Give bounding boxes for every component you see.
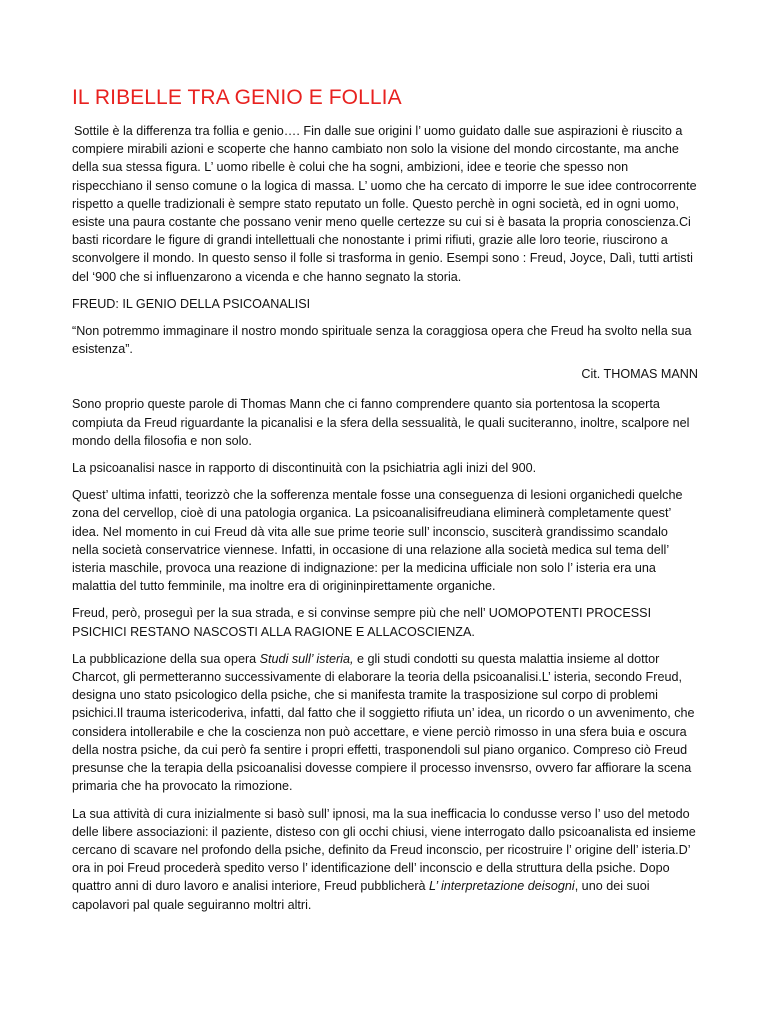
section-heading: FREUD: IL GENIO DELLA PSICOANALISI	[72, 296, 311, 311]
paragraph-5	[72, 650, 698, 796]
paragraph-2: La psicoanalisi nasce in rapporto di discontinuità con la psichiatria agli inizi del 900.	[72, 461, 537, 476]
paragraph-5-end: e gli studi condotti su questa malattia insieme al dottor Charcot, gli permetteranno successivamente di elaborare la teoria della psicoanalisi.L’ isteria, secondo Freud, designa uno stato psicologico della psiche, che si manifesta tramite la trasposizione sul corpo di problemi psichici.Il trauma istericoderiva, infatti, dal fatto che il soggietto rifiuta un’ idea, un ricordo o un avvenimento, che considera intollerabile e che la coscienza non può accettare, e viene perciò rimosso in una sfera buia e oscura della nostra psiche, da cui però fa sentire i propri effetti, trasponendoli sul piano organico. Compreso ciò Freud presunse che la terapia della psicoanalisi dovesse compiere il processo invensrso, ovvero far affiorare la scena primaria che ha provocato la rimozione.	[72, 651, 695, 794]
paragraph-1: Sono proprio queste parole di Thomas Mann che ci fanno comprendere quanto sia portentosa la scoperta compiuta da Freud riguardante la picanalisi e la sfera della sessualità, le quali suciteranno, inoltre, scalpore nel mondo della filosofia e non solo.	[72, 397, 690, 448]
quote-paragraph: “Non potremmo immaginare il nostro mondo spirituale senza la coraggiosa opera che Freud ha svolto nella sua esistenza”.	[72, 323, 692, 357]
book-title-studi: Studi sull’ isteria,	[259, 651, 354, 666]
paragraph-6-end: , uno dei suoi capolavori pal quale seguiranno moltri altri.	[72, 879, 650, 912]
paragraph-5-start: La pubblicazione della sua opera	[72, 651, 260, 666]
document-title: IL RIBELLE TRA GENIO E FOLLIA	[72, 86, 402, 109]
intro-paragraph: Sottile è la differenza tra follia e genio…. Fin dalle sue origini l’ uomo guidato dalle sue aspirazioni è riuscito a compiere mirabili azioni e scoperte che hanno cambiato non solo la visione del mondo circostante, ma anche della sua stessa figura. L’ uomo ribelle è colui che ha sogni, ambizioni, idee e teorie che spesso non rispecchiano il senso comune o la logica di massa. L’ uomo che ha cercato di imporre le sue idee controcorrente rispetto a quelle tradizionali è sempre stato reputato un folle. Questo perchè in ogni società, ed in ogni uomo, esiste una paura costante che possano venir meno quelle certezze su cui si è basata la propria conoscienza.Ci basti ricordare le figure di grandi intellettuali che nonostante i primi rifiuti, grazie alle loro teorie, riuscirono a sconvolgere il mondo. In questo senso il folle si trasforma in genio. Esempi sono : Freud, Joyce, Dalì, tutti artisti del ‘900 che si influenzarono a vicenda e che hanno segnato la storia.	[72, 124, 697, 284]
paragraph-3: Quest’ ultima infatti, teorizzò che la sofferenza mentale fosse una conseguenza di lesioni organichedi quelche zona del cervellop, cioè di una patologia organica. La psicoanalisifreudiana eliminerà completamente quest’ idea. Nel momento in cui Freud dà vita alle sue prime teorie sull’ inconscio, susciterà grandissimo scandalo nella società conservatrice viennese. Infatti, in occasione di una relazione alla società medica sul tema dell’ isteria maschile, provoca una reazione di indignazione: per la medicina ufficiale non solo l’ isteria era una malattia del tutto femminile, ma inoltre era di origininpirettamente organiche.	[72, 488, 683, 594]
paragraph-6-start: La sua attività di cura inizialmente si basò sull’ ipnosi, ma la sua inefficacia lo condusse verso l’ uso del metodo delle libere associazioni: il paziente, disteso con gli occhi chiusi, viene interrogato dallo psicoanalista ed insieme cercano di scavare nel profondo della psiche, definito da Freud inconscio, per ricostruire l’ origine dell’ isteria.D’ ora in poi Freud procederà spedito verso l’ identificazione dell’ inconscio e della struttura della psiche. Dopo quattro anni di duro lavoro e analisi interiore, Freud pubblicherà	[72, 806, 696, 894]
document-page	[72, 86, 698, 923]
paragraph-4: Freud, però, proseguì per la sua strada, e si convinse sempre più che nell’ UOMOPOTENTI PROCESSI PSICHICI RESTANO NASCOSTI ALLA RAGIONE E ALLACOSCIENZA.	[72, 606, 652, 639]
quote-citation: Cit. THOMAS MANN	[581, 367, 698, 382]
paragraph-6	[72, 805, 698, 914]
book-title-interpretazione: L’ interpretazione deisogni	[429, 879, 575, 894]
